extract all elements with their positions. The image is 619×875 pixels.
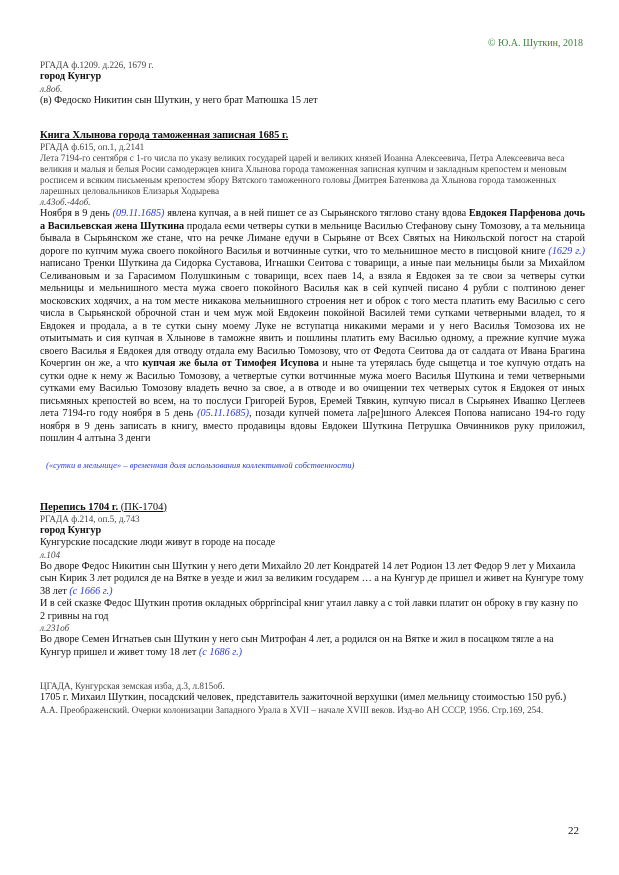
bibliography-reference: А.А. Преображенский. Очерки колонизации Западного Урала в XVII – начале XVIII веков. Изд-во АН СССР, 1956. Стр.169, 254. bbox=[40, 704, 544, 715]
year-annotation: (1629 г.) bbox=[548, 245, 585, 257]
entry-text: 1705 г. Михаил Шуткин, посадский человек, представитель зажиточной верхушки (имел мельницу стоимостью 150 руб.) bbox=[40, 692, 567, 703]
leaf-reference: л.8об. bbox=[40, 83, 63, 94]
person-name: Евдокея Парфенова дочь а Васильевская жена Шуткина bbox=[40, 208, 585, 232]
leaf-reference: л.104 bbox=[40, 549, 61, 560]
explanatory-note: («сутки в мельнице» – временная доля использования коллективной собственности) bbox=[46, 459, 355, 470]
leaf-reference: л.43об.-44об. bbox=[40, 197, 91, 207]
date-annotation: (09.11.1685) bbox=[112, 208, 165, 219]
city-heading: город Кунгур bbox=[40, 524, 102, 536]
archive-source: РГАДА ф.1209. д.226, 1679 г. bbox=[40, 60, 154, 70]
city-heading: город Кунгур bbox=[40, 71, 102, 82]
page-number: 22 bbox=[568, 825, 579, 837]
household-entry: Во дворе Федос Никитин сын Шуткин у него дети Михайло 20 лет Кондратей 14 лет Родион 13 лет Федор 9 лет у Михаила сын Кирик 3 лет родился де на Вятке в уезде и жил за великим государем … а на Кунгур де пришел и живет на Кунгуре тому 38 лет (с 1666 г.) bbox=[40, 560, 584, 597]
date-annotation-2: (05.11.1685) bbox=[197, 408, 249, 419]
copyright: © Ю.А. Шуткин, 2018 bbox=[487, 38, 583, 49]
main-paragraph: Ноября в 9 день (09.11.1685) явлена купчая, а в ней пишет се аз Сырьянского тяглово стану вдова Евдокея Парфенова дочь а Васильевская жена Шуткина продала еєми четверы сутки в мельнице Василью Стефанову сыну Томозову, а та мельница бывала в Сырьянском же стане, что на речке Лимане едучи в Сырьяне от Всех Святых на Никольской погост на старой дороге по купчим мужа своего покойного Василья и вотчинные сутки, что то мельнишное место в писцовой книге (1629 г.) написано Тренки Шуткина да Сидорка Суставова, Игнашки Сеитова с товарищи, а иные паи мельницы были за Михайлом Селивановым и за Гарасимом Полушкиным с товарищи, всех паев 14, а взяла я Евдокея за те свои за четверы сутки мельницы и мельнишного места мужа своего покойного Василья как в сей купчей писано 4 рубли с полтиною денег московских ходячих, а на том месте никакова мельнишного строения нет и оброк с того места платить ему Василью с сего числа в Сырьянской оброчной стан и чем муж мой Евдокеин покойной Василей теми сутками четверными владел, то я Евдокея и продала, а в те сутки сыну моему Луке не вступатца никакими мерами и у него Василья Томозова их не отыитымать и сия купчая в Хлынове в таможне явить и пошлины платить ему Василью одному, а прежние купчие мужа своего Василья я Евдокея для отводу отдала ему Василью Томозову, что от Федота Сеитова да от салдата от Ивана Брагина Кочергин он же, а что купчая же была от Тимофея Исупова и ныне та утерялась буде сыщетца и тое купчую отдать на сутки одне к нему ж Василью Томозову, а четвертые сутки вотчинные мужа моего Василья Шуткина и теми четверными сутками ему Василью Томозову владеть вечно за свое, а в отводе и во очищении тех четверых суток я Евдокея от иных письмяных крепостей во всем, на то послуси Григорей Буров, Еремей Тявкин, купчую писал в Сырьянех Ивашко Цеглеев лета 7194-го году ноября в 5 день (05.11.1685), позади купчей помета ла[ре]шного Алексея Попова написано 194-го году ноября в 9 день записать в книгу, вместо продавицы вдовы Евдокеи Шуткина Петрушка Овчинников руку приложил, пошлин 4 алтына 3 денги bbox=[40, 208, 586, 444]
subtitle: Кунгурские посадские люди живут в городе на посаде bbox=[40, 537, 276, 548]
section-1685 bbox=[40, 129, 585, 471]
section-heading: Книга Хлынова города таможенная записная 1685 г. bbox=[40, 130, 289, 141]
archive-source: ЦГАДА, Кунгурская земская изба, д.3, л.815об. bbox=[40, 681, 225, 691]
entry-text: (в) Федоско Никитин сын Шуткин, у него брат Матюшка 15 лет bbox=[40, 94, 318, 106]
document-body bbox=[40, 60, 585, 716]
archive-source: РГАДА ф.615, оп.1, д.2141 bbox=[40, 142, 145, 152]
section-1705 bbox=[40, 681, 585, 716]
year-annotation: (с 1686 г.) bbox=[198, 646, 243, 658]
archive-source: РГАДА ф.214, оп.5, д.743 bbox=[40, 513, 140, 524]
emphasis-text: купчая же была от Тимофея Исупова bbox=[142, 358, 319, 369]
section-1704 bbox=[40, 501, 585, 660]
section-heading: Перепись 1704 г. (ПК-1704) bbox=[40, 501, 167, 513]
section-1679 bbox=[40, 60, 585, 107]
household-entry: Во дворе Семен Игнатьев сын Шуткин у него сын Митрофан 4 лет, а родился он на Вятке и жил в посацком тягле а на Кунгур пришел и живет тому 18 лет (с 1686 г.) bbox=[40, 634, 554, 658]
intro-text: Лета 7194-го сентября с 1-го числа по указу великих государей царей и великих князей Иоанна Алексеевича, Петра Алексеевича веса великия и малыя и белыя Росии самодержцев книга Хлынова города таможенная записная купчим и закладным крепостем и меновым росписем и всяким письменым крепостем збору Вятского таможенного головы Дмитрея Батенкова да Хлынова города таможенных ларешных целовальников Елизарья Ходырева bbox=[40, 153, 567, 196]
leaf-reference: л.231об bbox=[40, 623, 70, 633]
shop-note: И в сей сказке Федос Шуткин против окладных обрprincipal книг утаил лавку а с той лавки платит он оброку в гву казну по 2 гривны на год bbox=[40, 598, 578, 622]
year-annotation: (с 1666 г.) bbox=[69, 585, 113, 597]
